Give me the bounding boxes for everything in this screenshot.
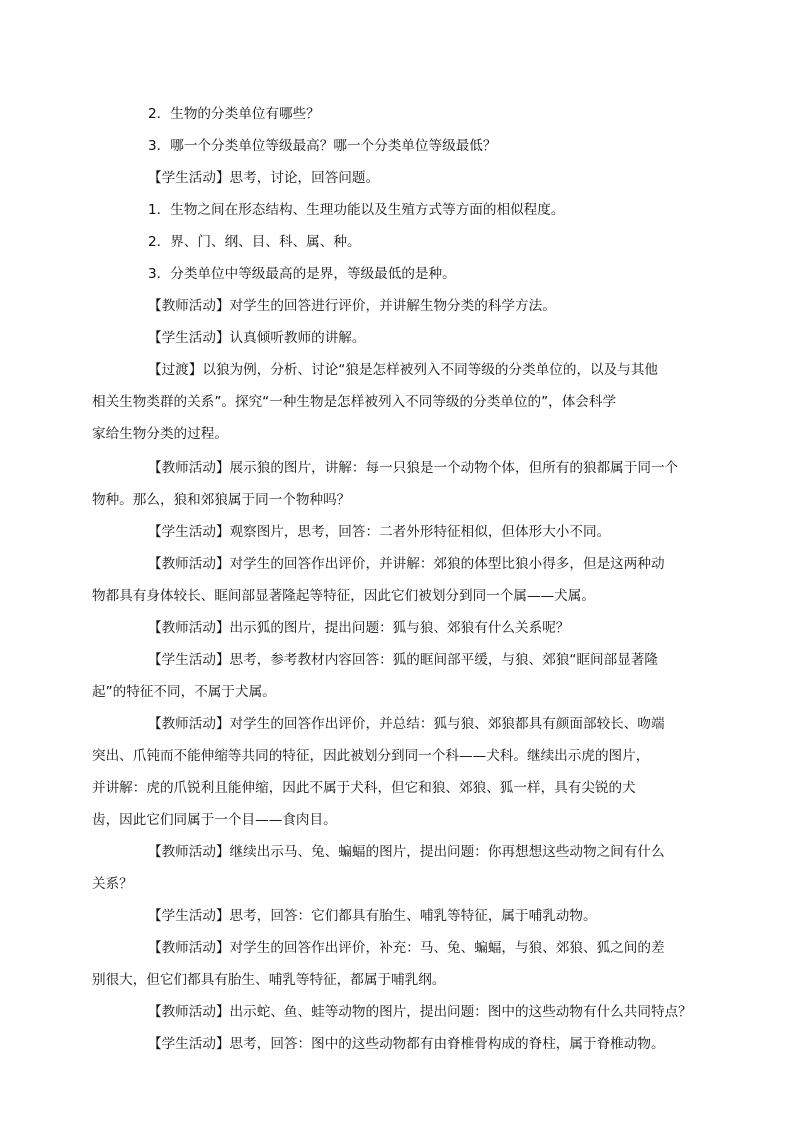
teacher-activity (92, 708, 695, 836)
text-line: 【教师活动】对学生的回答作出评价，并讲解：郊狼的体型比狼小得多，但是这两种动 (148, 556, 665, 572)
question-2 (120, 98, 695, 130)
teacher-activity (120, 612, 695, 644)
text-line: 3．分类单位中等级最高的是界，等级最低的是种。 (148, 266, 456, 282)
answer-1 (120, 194, 695, 226)
student-activity (120, 1028, 695, 1060)
text-line: 家给生物分类的过程。 (92, 426, 228, 442)
text-line: 2．界、门、纲、目、科、属、种。 (148, 234, 361, 250)
question-3 (120, 130, 695, 162)
text-line: 1．生物之间在形态结构、生理功能以及生殖方式等方面的相似程度。 (148, 202, 565, 218)
teacher-activity (120, 290, 695, 322)
teacher-activity (92, 932, 695, 996)
student-activity (120, 900, 695, 932)
student-activity (120, 516, 695, 548)
text-line: 【学生活动】思考，回答：图中的这些动物都有由脊椎骨构成的脊柱，属于脊椎动物。 (148, 1036, 665, 1052)
text-line: 【学生活动】思考，回答：它们都具有胎生、哺乳等特征，属于哺乳动物。 (148, 908, 597, 924)
text-line: 【教师活动】出示狐的图片，提出问题：狐与狼、郊狼有什么关系呢？ (148, 620, 570, 636)
text-line: 【教师活动】继续出示马、兔、蝙蝠的图片，提出问题：你再想想这些动物之间有什么 (148, 844, 665, 860)
text-line: 【教师活动】出示蛇、鱼、蛙等动物的图片，提出问题：图中的这些动物有什么共同特点？ (148, 1004, 692, 1020)
text-line: 3．哪一个分类单位等级最高？哪一个分类单位等级最低？ (148, 138, 497, 154)
teacher-activity (92, 452, 695, 516)
teacher-activity (92, 836, 695, 900)
text-line: 关系？ (92, 876, 133, 892)
text-line: 【学生活动】观察图片，思考，回答：二者外形特征相似，但体形大小不同。 (148, 524, 611, 540)
text-line: 并讲解：虎的爪锐利且能伸缩，因此不属于犬科，但它和狼、郊狼、狐一样，具有尖锐的犬 (92, 780, 636, 796)
text-line: 【学生活动】认真倾听教师的讲解。 (148, 330, 366, 346)
teacher-activity (120, 996, 695, 1028)
text-line: 物种。那么，狼和郊狼属于同一个物种吗？ (92, 492, 351, 508)
text-line: 起”的特征不同，不属于犬属。 (92, 684, 276, 700)
student-activity (120, 322, 695, 354)
transition-paragraph (92, 354, 695, 450)
text-line: 物都具有身体较长、眶间部显著隆起等特征，因此它们被划分到同一个属——犬属。 (92, 588, 595, 604)
text-line: 【学生活动】思考，讨论，回答问题。 (148, 170, 380, 186)
text-line: 齿，因此它们同属于一个目——食肉目。 (92, 812, 337, 828)
text-line: 【教师活动】对学生的回答作出评价，补充：马、兔、蝙蝠，与狼、郊狼、狐之间的差 (148, 940, 665, 956)
text-line: 【教师活动】展示狼的图片，讲解：每一只狼是一个动物个体，但所有的狼都属于同一个 (148, 460, 679, 476)
text-line: 突出、爪钝而不能伸缩等共同的特征，因此被划分到同一个科——犬科。继续出示虎的图片， (92, 748, 650, 764)
student-activity (120, 162, 695, 194)
student-activity (92, 644, 695, 708)
text-line: 【教师活动】对学生的回答进行评价，并讲解生物分类的科学方法。 (148, 298, 556, 314)
answer-2 (120, 226, 695, 258)
teacher-activity (92, 548, 695, 612)
text-line: 【教师活动】对学生的回答作出评价，并总结：狐与狼、郊狼都具有颜面部较长、吻端 (148, 716, 665, 732)
answer-3 (120, 258, 695, 290)
text-line: 相关生物类群的关系”。探究“一种生物是怎样被列入不同等级的分类单位的”，体会科学 (92, 394, 617, 410)
document-body (92, 98, 695, 1060)
text-line: 【过渡】以狼为例，分析、讨论“狼是怎样被列入不同等级的分类单位的，以及与其他 (148, 362, 659, 378)
text-line: 【学生活动】思考，参考教材内容回答：狐的眶间部平缓，与狼、郊狼“眶间部显著隆 (148, 652, 659, 668)
text-line: 2．生物的分类单位有哪些？ (148, 106, 320, 122)
text-line: 别很大，但它们都具有胎生、哺乳等特征，都属于哺乳纲。 (92, 972, 446, 988)
